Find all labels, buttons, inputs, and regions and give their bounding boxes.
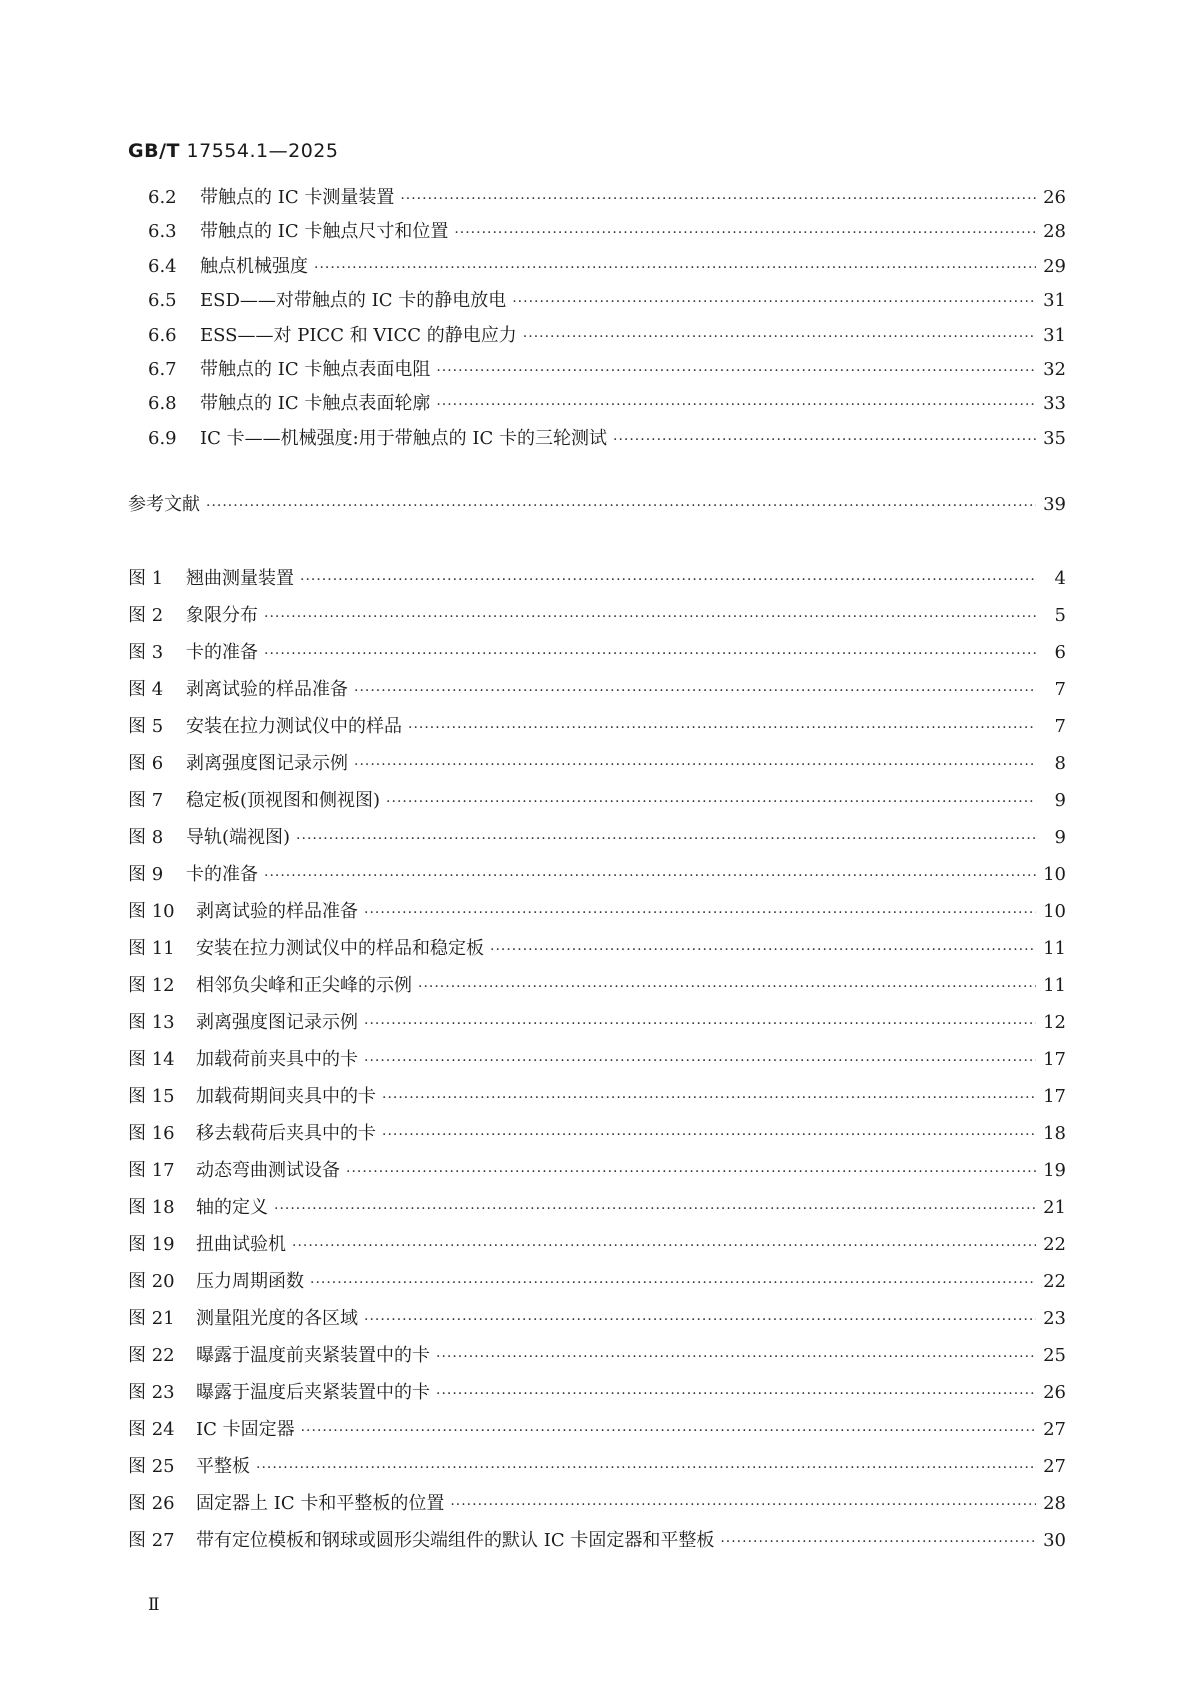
entry-number: 图 15 [128, 1086, 175, 1107]
entry-page-number: 35 [1043, 427, 1066, 449]
entry-number: 6.6 [148, 324, 177, 346]
dot-leader [364, 1049, 1036, 1073]
toc-figure-entry[interactable] [128, 1011, 1066, 1035]
entry-number: 图 6 [128, 753, 164, 774]
entry-number: 图 5 [128, 716, 164, 737]
standard-prefix: GB/T [128, 140, 180, 162]
entry-page-number: 12 [1043, 1012, 1066, 1033]
dot-leader [301, 1419, 1036, 1443]
entry-title: 相邻负尖峰和正尖峰的示例 [196, 975, 412, 996]
entry-page-number: 28 [1043, 1493, 1066, 1514]
entry-page-number: 30 [1043, 1530, 1066, 1551]
dot-leader [418, 975, 1036, 999]
dot-leader [274, 1197, 1036, 1221]
entry-title: 稳定板(顶视图和侧视图) [186, 790, 381, 811]
entry-page-number: 22 [1043, 1234, 1066, 1255]
toc-figure-entry[interactable] [128, 826, 1066, 850]
dot-leader [296, 827, 1036, 851]
toc-figure-entry[interactable] [128, 1159, 1066, 1183]
entry-title: 卡的准备 [186, 864, 258, 885]
entry-title: 象限分布 [186, 605, 258, 626]
entry-page-number: 10 [1043, 901, 1066, 922]
entry-number: 6.3 [148, 221, 177, 243]
entry-page-number: 39 [1043, 494, 1066, 515]
entry-page-number: 6 [1054, 642, 1066, 663]
entry-number: 图 2 [128, 605, 164, 626]
dot-leader [436, 1382, 1036, 1406]
entry-number: 6.4 [148, 255, 177, 277]
dot-leader [436, 1345, 1036, 1369]
toc-figure-entry[interactable] [128, 1455, 1066, 1479]
toc-section-entry[interactable] [148, 289, 1066, 313]
entry-title: 轴的定义 [196, 1197, 268, 1218]
entry-title: 动态弯曲测试设备 [196, 1160, 340, 1181]
entry-title: ESD——对带触点的 IC 卡的静电放电 [200, 290, 507, 312]
toc-figure-entry[interactable] [128, 1492, 1066, 1516]
dot-leader [364, 901, 1036, 925]
toc-figure-entry[interactable] [128, 789, 1066, 813]
toc-figure-entry[interactable] [128, 1122, 1066, 1146]
entry-page-number: 18 [1043, 1123, 1066, 1144]
entry-title: 导轨(端视图) [186, 827, 291, 848]
entry-number: 6.2 [148, 187, 177, 208]
dot-leader [720, 1530, 1036, 1554]
dot-leader [450, 1493, 1036, 1517]
toc-figure-entry[interactable] [128, 641, 1066, 665]
entry-title: 安装在拉力测试仪中的样品和稳定板 [196, 938, 484, 959]
dot-leader [523, 325, 1036, 349]
dot-leader [314, 256, 1036, 280]
entry-number: 图 26 [128, 1493, 175, 1514]
toc-figure-entry[interactable] [128, 678, 1066, 702]
entry-page-number: 32 [1043, 359, 1066, 380]
entry-page-number: 8 [1054, 753, 1066, 774]
entry-page-number: 9 [1054, 827, 1066, 848]
entry-page-number: 25 [1043, 1345, 1066, 1366]
entry-number: 图 25 [128, 1456, 175, 1477]
entry-number: 图 21 [128, 1308, 175, 1329]
entry-number: 图 19 [128, 1234, 175, 1255]
entry-number: 图 18 [128, 1197, 175, 1218]
entry-title: 带触点的 IC 卡触点表面轮廓 [200, 393, 431, 415]
dot-leader [386, 790, 1036, 814]
entry-title: 翘曲测量装置 [186, 568, 294, 589]
toc-figure-entry[interactable] [128, 1196, 1066, 1220]
dot-leader [364, 1012, 1036, 1036]
dot-leader [613, 428, 1036, 452]
entry-number: 图 1 [128, 568, 164, 589]
toc-section-entry[interactable] [148, 392, 1066, 416]
entry-number: 图 14 [128, 1049, 175, 1070]
entry-title: 移去载荷后夹具中的卡 [196, 1123, 376, 1144]
entry-number: 6.9 [148, 427, 177, 449]
entry-page-number: 11 [1043, 938, 1066, 959]
dot-leader [512, 290, 1036, 314]
entry-page-number: 10 [1043, 864, 1066, 885]
entry-title: 剥离强度图记录示例 [196, 1012, 358, 1033]
dot-leader [264, 605, 1036, 629]
dot-leader [436, 359, 1036, 383]
toc-section-entry[interactable] [148, 255, 1066, 279]
dot-leader [264, 864, 1036, 888]
entry-page-number: 31 [1043, 290, 1066, 312]
entry-title: 曝露于温度后夹紧装置中的卡 [196, 1382, 430, 1403]
entry-number: 图 22 [128, 1345, 175, 1366]
entry-title: 扭曲试验机 [196, 1234, 286, 1255]
dot-leader [346, 1160, 1036, 1184]
toc-section-entry[interactable] [148, 186, 1066, 210]
entry-page-number: 28 [1043, 221, 1066, 243]
entry-title: 加载荷前夹具中的卡 [196, 1049, 358, 1070]
entry-title: 安装在拉力测试仪中的样品 [186, 716, 402, 737]
toc-figure-entry[interactable] [128, 1270, 1066, 1294]
entry-title: 剥离试验的样品准备 [196, 901, 358, 922]
page-number-footer: Ⅱ [148, 1595, 160, 1615]
entry-title: 带触点的 IC 卡触点表面电阻 [200, 359, 431, 380]
toc-references-entry[interactable] [128, 493, 1066, 517]
toc-figure-entry[interactable] [128, 752, 1066, 776]
entry-page-number: 17 [1043, 1086, 1066, 1107]
entry-title: 剥离强度图记录示例 [186, 753, 348, 774]
entry-page-number: 27 [1043, 1456, 1066, 1477]
standard-number: 17554.1—2025 [186, 140, 339, 162]
toc-figure-entry[interactable] [128, 1529, 1066, 1553]
entry-page-number: 11 [1043, 975, 1066, 996]
entry-title: 参考文献 [128, 494, 200, 515]
entry-page-number: 5 [1054, 605, 1066, 626]
entry-page-number: 29 [1043, 255, 1066, 277]
toc-section-entry[interactable] [148, 324, 1066, 348]
toc-figure-entry[interactable] [128, 974, 1066, 998]
dot-leader [256, 1456, 1036, 1480]
toc-figure-entry[interactable] [128, 1233, 1066, 1257]
entry-number: 图 3 [128, 642, 164, 663]
entry-page-number: 17 [1043, 1049, 1066, 1070]
toc-figure-entry[interactable] [128, 937, 1066, 961]
toc-figure-entry[interactable] [128, 863, 1066, 887]
entry-page-number: 21 [1043, 1197, 1066, 1218]
dot-leader [292, 1234, 1036, 1258]
entry-title: ESS——对 PICC 和 VICC 的静电应力 [200, 324, 517, 346]
entry-page-number: 33 [1043, 393, 1066, 415]
dot-leader [408, 716, 1036, 740]
entry-number: 图 13 [128, 1012, 175, 1033]
dot-leader [382, 1123, 1036, 1147]
toc-figure-entry[interactable] [128, 1085, 1066, 1109]
entry-page-number: 4 [1054, 568, 1066, 589]
toc-section-entry[interactable] [148, 427, 1066, 451]
entry-number: 6.8 [148, 393, 177, 415]
entry-title: 测量阻光度的各区域 [196, 1308, 358, 1329]
toc-figure-entry[interactable] [128, 1048, 1066, 1072]
toc-figure-entry[interactable] [128, 1307, 1066, 1331]
entry-title: IC 卡固定器 [196, 1419, 295, 1440]
dot-leader [436, 393, 1036, 417]
entry-number: 图 9 [128, 864, 164, 885]
entry-title: 固定器上 IC 卡和平整板的位置 [196, 1493, 445, 1514]
entry-title: 触点机械强度 [200, 255, 308, 277]
entry-page-number: 9 [1054, 790, 1066, 811]
entry-number: 图 20 [128, 1271, 175, 1292]
entry-title: 平整板 [196, 1456, 250, 1477]
toc-section-entry[interactable] [148, 220, 1066, 244]
entry-number: 图 24 [128, 1419, 175, 1440]
entry-page-number: 27 [1043, 1419, 1066, 1440]
entry-page-number: 19 [1043, 1160, 1066, 1181]
entry-title: 带触点的 IC 卡测量装置 [200, 187, 395, 208]
entry-page-number: 22 [1043, 1271, 1066, 1292]
dot-leader [206, 494, 1036, 518]
toc-figure-entry[interactable] [128, 604, 1066, 628]
dot-leader [400, 187, 1036, 211]
entry-page-number: 26 [1043, 1382, 1066, 1403]
entry-page-number: 31 [1043, 324, 1066, 346]
toc-figure-entry[interactable] [128, 900, 1066, 924]
entry-title: 带有定位模板和钢球或圆形尖端组件的默认 IC 卡固定器和平整板 [196, 1530, 715, 1551]
entry-number: 6.7 [148, 359, 177, 380]
entry-page-number: 23 [1043, 1308, 1066, 1329]
entry-number: 图 17 [128, 1160, 175, 1181]
entry-number: 图 4 [128, 679, 164, 700]
dot-leader [490, 938, 1036, 962]
dot-leader [300, 568, 1036, 592]
document-header [128, 140, 338, 162]
entry-page-number: 26 [1043, 187, 1066, 208]
dot-leader [354, 679, 1036, 703]
dot-leader [382, 1086, 1036, 1110]
entry-title: 曝露于温度前夹紧装置中的卡 [196, 1345, 430, 1366]
toc-figure-entry[interactable] [128, 567, 1066, 591]
toc-figure-entry[interactable] [128, 1418, 1066, 1442]
toc-section-entry[interactable] [148, 358, 1066, 382]
entry-title: 剥离试验的样品准备 [186, 679, 348, 700]
entry-number: 6.5 [148, 290, 177, 312]
entry-number: 图 11 [128, 938, 175, 959]
entry-title: 压力周期函数 [196, 1271, 304, 1292]
entry-page-number: 7 [1054, 716, 1066, 737]
entry-title: 加载荷期间夹具中的卡 [196, 1086, 376, 1107]
entry-number: 图 23 [128, 1382, 175, 1403]
entry-number: 图 7 [128, 790, 164, 811]
entry-number: 图 8 [128, 827, 164, 848]
toc-figure-entry[interactable] [128, 715, 1066, 739]
entry-title: IC 卡——机械强度:用于带触点的 IC 卡的三轮测试 [200, 427, 607, 449]
entry-title: 带触点的 IC 卡触点尺寸和位置 [200, 221, 449, 243]
dot-leader [354, 753, 1036, 777]
entry-number: 图 27 [128, 1530, 175, 1551]
dot-leader [364, 1308, 1036, 1332]
toc-figure-entry[interactable] [128, 1381, 1066, 1405]
entry-page-number: 7 [1054, 679, 1066, 700]
entry-number: 图 16 [128, 1123, 175, 1144]
entry-title: 卡的准备 [186, 642, 258, 663]
dot-leader [264, 642, 1036, 666]
entry-number: 图 10 [128, 901, 175, 922]
toc-figure-entry[interactable] [128, 1344, 1066, 1368]
entry-number: 图 12 [128, 975, 175, 996]
dot-leader [310, 1271, 1036, 1295]
dot-leader [454, 221, 1036, 245]
